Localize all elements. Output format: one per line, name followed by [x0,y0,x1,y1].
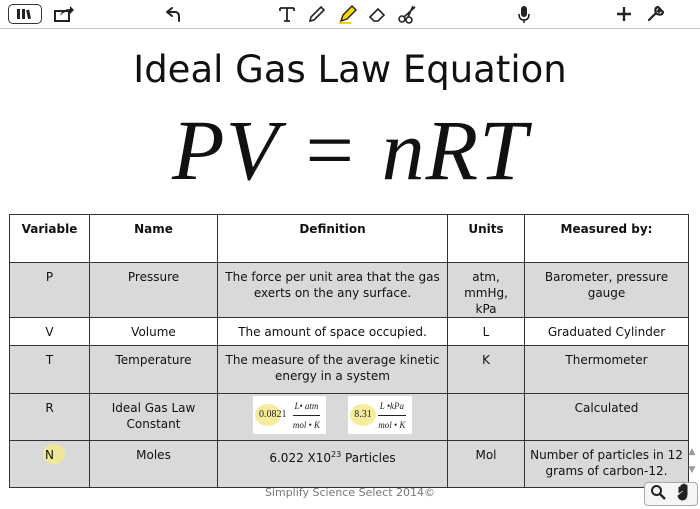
constant-numerator: L •kPa [378,398,406,416]
chevron-up-icon: ▲ [688,447,696,457]
cell-name: Pressure [90,263,218,318]
variable-n-label: N [45,448,54,462]
library-icon[interactable] [8,4,42,24]
microphone-icon[interactable] [514,3,534,25]
table-header-row [10,215,689,263]
highlighter-icon[interactable] [336,3,360,25]
page-footer: Simplify Science Select 2014© [264,486,436,499]
cell-measured-by: Graduated Cylinder [525,318,689,346]
scissors-icon[interactable] [396,3,420,25]
constant-kpa [348,396,412,434]
wrench-icon[interactable] [644,3,666,25]
magnifier-icon[interactable] [650,484,666,504]
cell-variable: R [10,394,90,441]
cell-name: Ideal Gas Law Constant [90,394,218,441]
undo-icon[interactable] [160,3,184,25]
cell-measured-by: Calculated [525,394,689,441]
cell-definition: The amount of space occupied. [218,318,448,346]
cell-name: Volume [90,318,218,346]
header-units: Units [448,215,525,263]
constant-units [378,398,406,433]
constant-value: 8.31 [354,409,372,420]
table-row [10,263,689,318]
header-measured-by: Measured by: [525,215,689,263]
cell-units: K [448,346,525,394]
header-definition: Definition [218,215,448,263]
cell-units: L [448,318,525,346]
cell-units: Mol [448,441,525,488]
cell-name: Moles [90,441,218,488]
cell-definition: The force per unit area that the gas exerts on the any surface. [218,263,448,318]
cell-variable: T [10,346,90,394]
hand-icon[interactable] [676,483,692,505]
chevron-down-icon: ▼ [688,465,696,475]
avogadro-exponent: 23 [331,450,342,459]
constant-value: 0.0821 [259,409,287,420]
variables-table [9,214,689,488]
constant-atm [253,396,326,434]
page-scroll-indicator[interactable] [686,447,698,475]
avogadro-suffix: Particles [341,451,396,465]
pencil-icon[interactable] [306,3,328,25]
cell-variable: P [10,263,90,318]
cell-units: atm, mmHg, kPa [448,263,525,318]
avogadro-prefix: 6.022 X10 [269,451,332,465]
header-name: Name [90,215,218,263]
cell-definition [218,441,448,488]
header-variable: Variable [10,215,90,263]
top-toolbar [0,0,700,29]
table-row [10,394,689,441]
cell-measured-by: Thermometer [525,346,689,394]
page-title: Ideal Gas Law Equation [133,48,567,91]
table-row [10,346,689,394]
cell-measured-by: Number of particles in 12 grams of carbon-12. [525,441,689,488]
cell-definition-constants [218,394,448,441]
cell-name: Temperature [90,346,218,394]
share-icon[interactable] [52,3,76,25]
constant-numerator: L• atm [293,398,321,416]
table-row [10,441,689,488]
variable-n [45,447,54,463]
cell-variable: V [10,318,90,346]
add-icon[interactable] [614,3,634,25]
cell-definition: The measure of the average kinetic energy in a system [218,346,448,394]
eraser-icon[interactable] [366,3,388,25]
table-row [10,318,689,346]
ideal-gas-formula: PV = nRT [172,102,528,198]
text-tool-icon[interactable] [276,3,298,25]
constant-denominator: mol • K [378,419,406,430]
cell-variable [10,441,90,488]
constant-denominator: mol • K [292,419,321,430]
cell-units [448,394,525,441]
constant-units [293,398,321,433]
cell-measured-by: Barometer, pressure gauge [525,263,689,318]
view-controls [644,482,698,506]
